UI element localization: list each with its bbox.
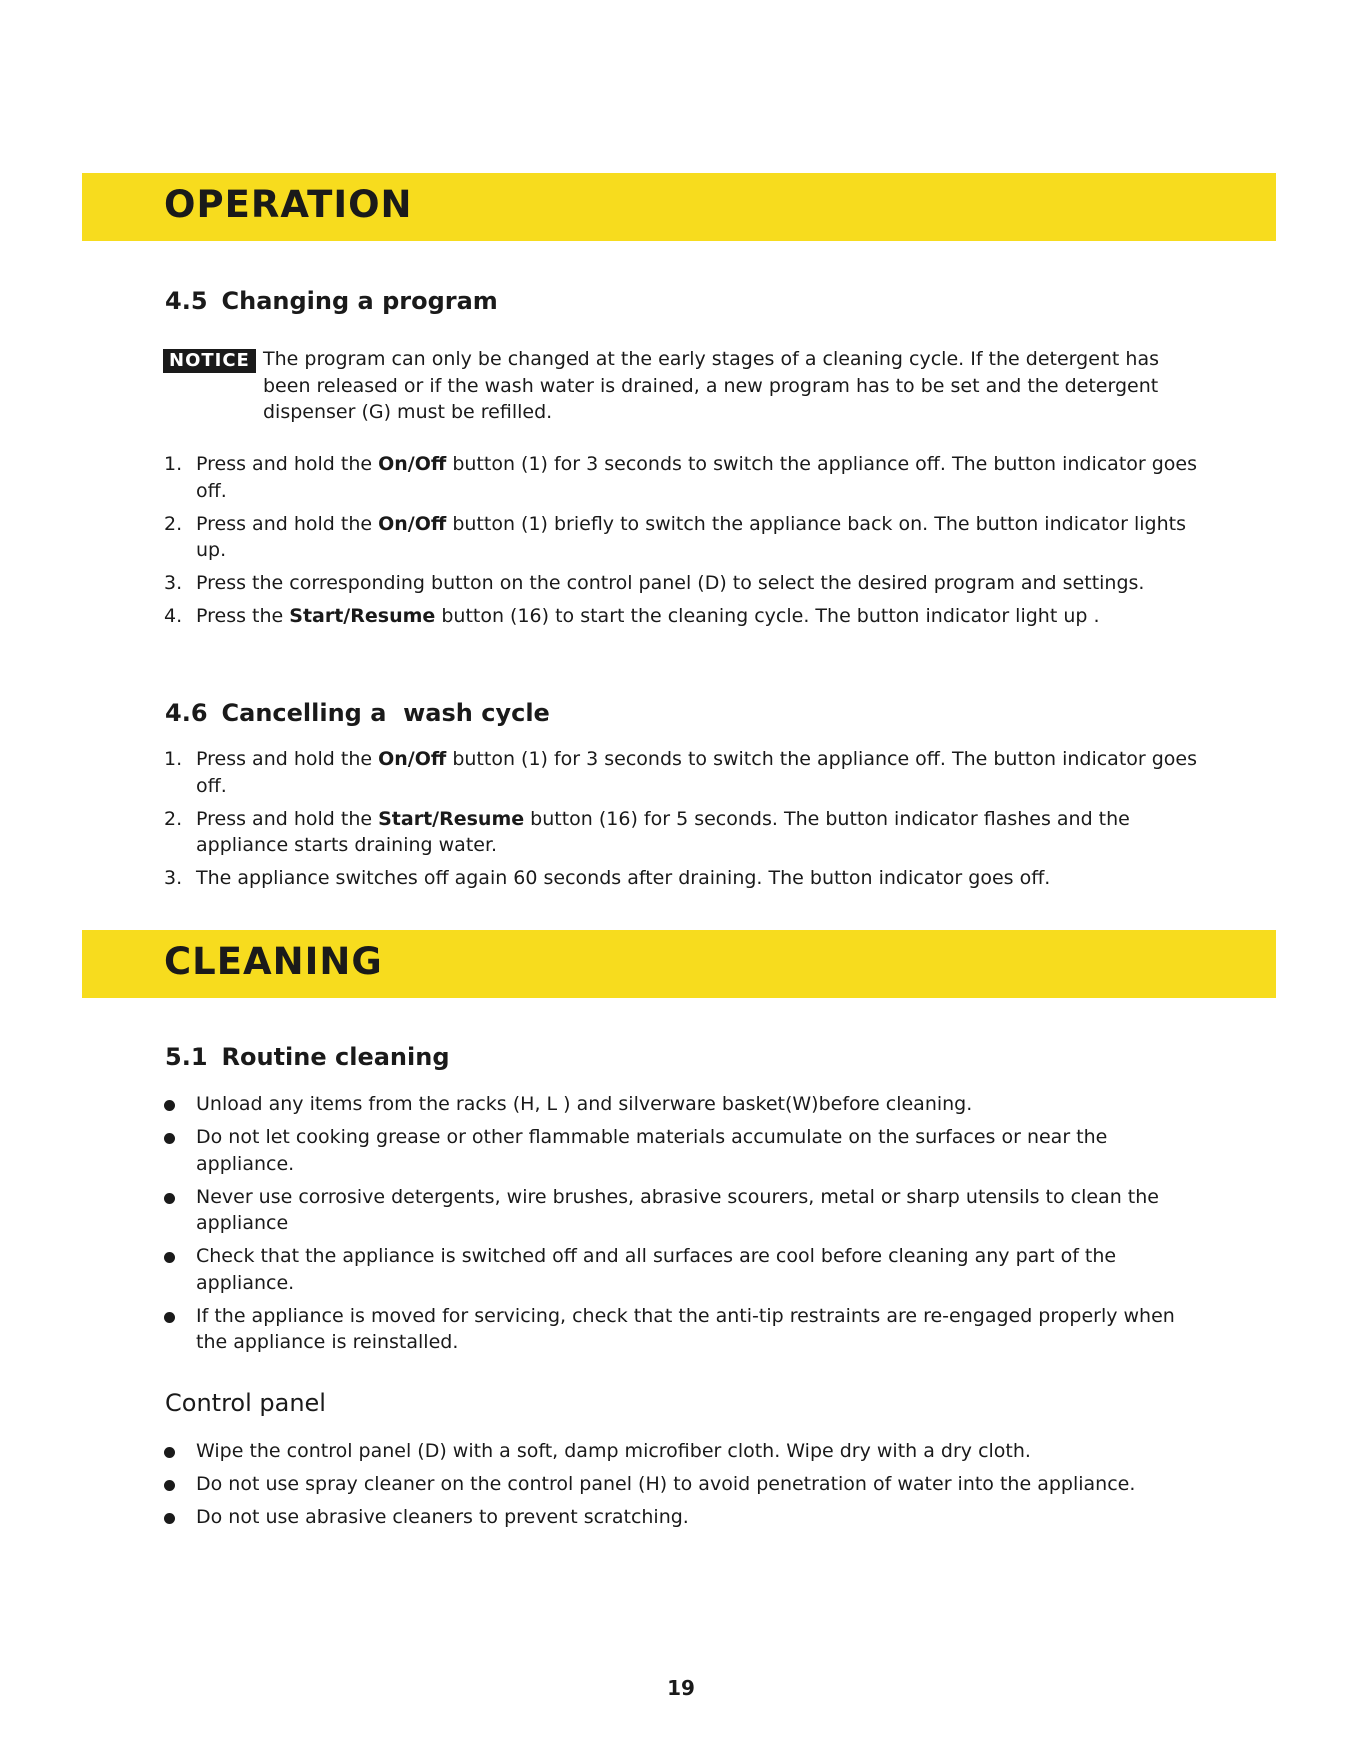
step-text: button (16) for 5 seconds. The button indicator flashes and the appliance starts draining water.	[196, 807, 1130, 856]
routine-cleaning-list	[163, 1091, 1203, 1362]
page-number: 19	[667, 1676, 695, 1700]
step-number: 1.	[164, 748, 183, 770]
section-number: 4.5	[165, 287, 208, 315]
list-item: Never use corrosive detergents, wire brushes, abrasive scourers, metal or sharp utensils to clean the appliance	[163, 1184, 1203, 1237]
control-panel-subtitle: Control panel	[165, 1389, 326, 1417]
section-number: 5.1	[165, 1043, 208, 1071]
list-item	[163, 603, 1203, 630]
step-text: button (1) for 3 seconds to switch the appliance off. The button indicator goes off.	[196, 748, 1198, 797]
section-number: 4.6	[165, 699, 208, 727]
list-item	[163, 570, 1203, 597]
step-number: 3.	[164, 867, 183, 889]
step-number: 3.	[164, 572, 183, 594]
section-title-text: Routine cleaning	[221, 1043, 450, 1071]
cleaning-banner	[82, 930, 1276, 998]
list-item: Do not use spray cleaner on the control panel (H) to avoid penetration of water into the appliance.	[163, 1471, 1203, 1498]
list-item	[163, 746, 1203, 799]
list-item: Wipe the control panel (D) with a soft, damp microfiber cloth. Wipe dry with a dry cloth.	[163, 1438, 1203, 1465]
notice-text: The program can only be changed at the early stages of a cleaning cycle. If the detergent has been released or if the wash water is drained, a new program has to be set and the detergent dispenser (G) must be refilled.	[263, 348, 1159, 423]
step-text: Press and hold the	[196, 748, 379, 770]
list-item: If the appliance is moved for servicing, check that the anti-tip restraints are re-engaged properly when the appliance is reinstalled.	[163, 1303, 1203, 1356]
step-text: button (1) for 3 seconds to switch the appliance off. The button indicator goes off.	[196, 453, 1198, 502]
list-item: Unload any items from the racks (H, L ) and silverware basket(W)before cleaning.	[163, 1091, 1203, 1118]
section-4-5-title	[165, 287, 498, 315]
step-button-name: On/Off	[378, 512, 447, 535]
step-text: button (1) briefly to switch the appliance back on. The button indicator lights up.	[196, 512, 1186, 561]
step-text: The appliance switches off again 60 seconds after draining. The button indicator goes off.	[196, 867, 1051, 889]
list-item: Do not use abrasive cleaners to prevent scratching.	[163, 1504, 1203, 1531]
section-4-6-title	[165, 699, 550, 727]
step-text: Press the	[196, 605, 290, 627]
step-number: 2.	[164, 512, 183, 535]
step-button-name: Start/Resume	[378, 807, 525, 830]
step-text: Press and hold the	[196, 453, 379, 475]
section-5-1-title	[165, 1043, 450, 1071]
list-item	[163, 865, 1203, 892]
step-text: Press and hold the	[196, 512, 379, 535]
step-button-name: On/Off	[378, 748, 447, 770]
step-text: Press and hold the	[196, 807, 379, 830]
step-number: 2.	[164, 807, 183, 830]
section-title-text: Changing a program	[221, 287, 498, 315]
control-panel-list	[163, 1438, 1203, 1537]
operation-heading: OPERATION	[164, 183, 413, 226]
step-number: 1.	[164, 453, 183, 475]
cancel-cycle-steps	[163, 746, 1203, 898]
changing-program-steps	[163, 451, 1203, 636]
notice-badge: NOTICE	[163, 349, 256, 373]
list-item	[163, 451, 1203, 504]
cleaning-heading: CLEANING	[164, 940, 383, 983]
step-text: button (16) to start the cleaning cycle. The button indicator light up .	[435, 605, 1100, 627]
step-button-name: Start/Resume	[289, 605, 436, 627]
section-title-text: Cancelling a wash cycle	[221, 699, 550, 727]
list-item	[163, 511, 1203, 564]
list-item: Do not let cooking grease or other flammable materials accumulate on the surfaces or near the appliance.	[163, 1124, 1203, 1177]
list-item: Check that the appliance is switched off and all surfaces are cool before cleaning any part of the appliance.	[163, 1243, 1203, 1296]
list-item	[163, 806, 1203, 859]
step-button-name: On/Off	[378, 453, 447, 475]
operation-banner	[82, 173, 1276, 241]
step-text: Press the corresponding button on the control panel (D) to select the desired program and settings.	[196, 572, 1145, 594]
step-number: 4.	[164, 605, 183, 627]
